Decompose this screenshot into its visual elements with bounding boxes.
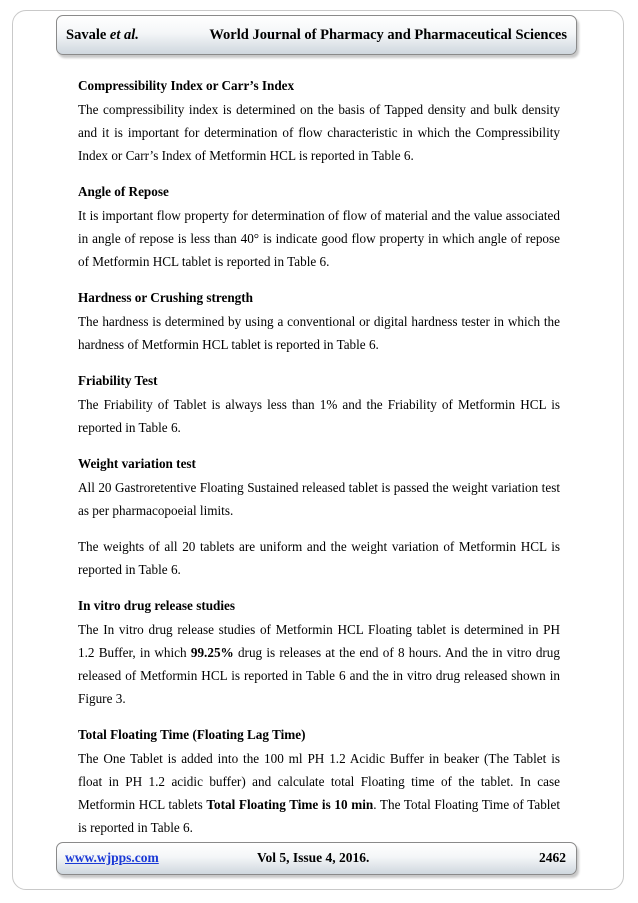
section-total-floating-time (78, 723, 560, 839)
section-weight-variation (78, 452, 560, 581)
section-paragraph: It is important flow property for determination of flow of material and the value associated in angle of repose is less than 40° is indicate good flow property in which angle of repose of Metformin HCL tablet is reported in Table 6. (78, 208, 560, 269)
running-header (56, 15, 577, 55)
section-paragraph: The One Tablet is added into the 100 ml PH 1.2 Acidic Buffer in beaker (The Tablet is float in PH 1.2 acidic buffer) and calculate total Floating time of the tablet. In case Metformin HCL tablets Total Floating Time is 10 min. The Total Floating Time of Tablet is reported in Table 6. (78, 751, 560, 835)
release-percentage: 99.25% (190, 645, 234, 660)
header-authors: Savale et al. (66, 26, 139, 43)
section-heading: Friability Test (78, 373, 158, 388)
section-heading: Hardness or Crushing strength (78, 290, 254, 305)
header-et-al: et al. (109, 26, 139, 43)
running-footer (56, 842, 577, 875)
section-heading: Angle of Repose (78, 184, 169, 199)
section-heading: Compressibility Index or Carr’s Index (78, 78, 295, 93)
page-number: 2462 (539, 850, 566, 865)
section-paragraph: The compressibility index is determined on the basis of Tapped density and bulk density and it is important for determination of flow characteristic in which the Compressibility Index or Carr’s Index of Metformin HCL is reported in Table 6. (78, 102, 560, 163)
article-body (78, 74, 560, 852)
section-paragraph: The weights of all 20 tablets are uniform and the weight variation of Metformin HCL is reported in Table 6. (78, 539, 560, 577)
header-journal-title: World Journal of Pharmacy and Pharmaceutical Sciences (209, 26, 567, 43)
section-heading: Total Floating Time (Floating Lag Time) (78, 727, 306, 742)
section-paragraph: The hardness is determined by using a conventional or digital hardness tester in which the hardness of Metformin HCL tablet is reported in Table 6. (78, 314, 560, 352)
section-hardness (78, 286, 560, 356)
section-paragraph: The In vitro drug release studies of Metformin HCL Floating tablet is determined in PH 1.2 Buffer, in which 99.25% drug is releases at the end of 8 hours. And the in vitro drug released of Metformin HCL is reported in Table 6 and the in vitro drug released shown in Figure 3. (78, 622, 560, 706)
section-paragraph: All 20 Gastroretentive Floating Sustained released tablet is passed the weight variation test as per pharmacopoeial limits. (78, 480, 560, 518)
section-paragraph: The Friability of Tablet is always less than 1% and the Friability of Metformin HCL is reported in Table 6. (78, 397, 560, 435)
section-heading: Weight variation test (78, 456, 196, 471)
volume-issue: Vol 5, Issue 4, 2016. (257, 850, 370, 865)
section-friability (78, 369, 560, 439)
section-in-vitro-release (78, 594, 560, 710)
section-compressibility-index (78, 74, 560, 167)
section-heading: In vitro drug release studies (78, 598, 236, 613)
floating-time-value: Total Floating Time is 10 min (206, 797, 374, 812)
journal-website-link[interactable]: www.wjpps.com (65, 850, 159, 865)
section-angle-of-repose (78, 180, 560, 273)
